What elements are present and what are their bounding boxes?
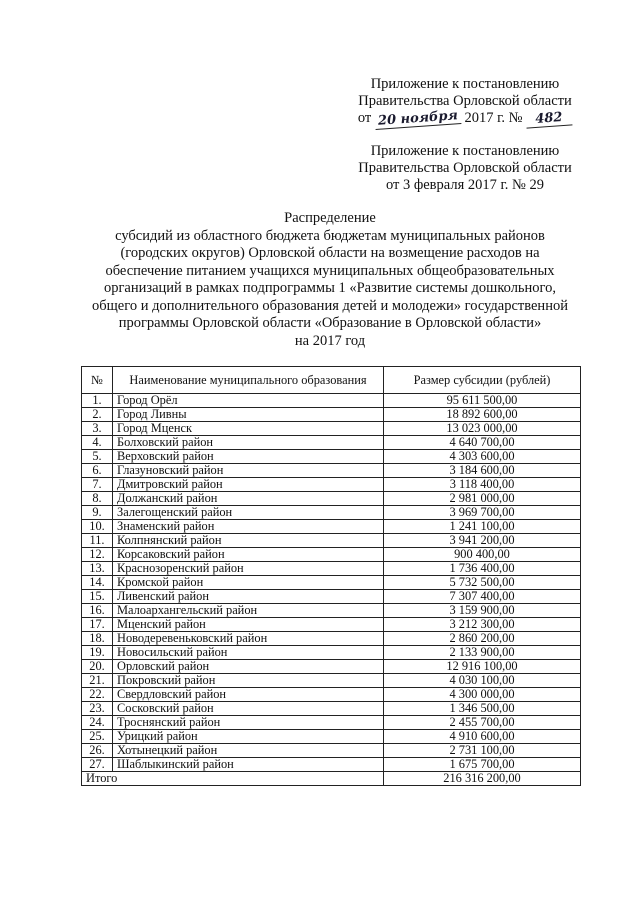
table-row — [82, 744, 581, 758]
table-row — [82, 604, 581, 618]
row-number: 2. — [82, 408, 113, 422]
date-prefix: от — [357, 110, 372, 126]
row-number: 22. — [82, 688, 113, 702]
table-row — [82, 562, 581, 576]
row-number: 4. — [82, 436, 113, 450]
subsidy-table — [81, 366, 581, 786]
row-name: Болховский район — [113, 436, 384, 450]
table-row — [82, 716, 581, 730]
header-number: № — [82, 367, 113, 394]
appendix-new-line1: Приложение к постановлению — [370, 76, 560, 92]
row-number: 20. — [82, 660, 113, 674]
row-name: Должанский район — [113, 492, 384, 506]
row-amount: 13 023 000,00 — [384, 422, 581, 436]
row-name: Хотынецкий район — [113, 744, 384, 758]
title-line: программы Орловской области «Образование в Орловской области» — [118, 315, 542, 331]
row-name: Новосильский район — [113, 646, 384, 660]
title-line: обеспечение питанием учащихся муниципальных общеобразовательных — [105, 262, 555, 279]
row-number: 12. — [82, 548, 113, 562]
row-name: Верховский район — [113, 450, 384, 464]
table-row — [82, 422, 581, 436]
row-amount: 1 675 700,00 — [384, 758, 581, 772]
table-row — [82, 758, 581, 772]
row-number: 9. — [82, 506, 113, 520]
row-name: Свердловский район — [113, 688, 384, 702]
table-row — [82, 520, 581, 534]
table-header-row — [82, 367, 581, 394]
row-number: 26. — [82, 744, 113, 758]
appendix-new-date — [330, 110, 600, 127]
row-amount: 95 611 500,00 — [384, 394, 581, 408]
row-number: 6. — [82, 464, 113, 478]
row-name: Малоархангельский район — [113, 604, 384, 618]
row-amount: 1 346 500,00 — [384, 702, 581, 716]
row-amount: 4 910 600,00 — [384, 730, 581, 744]
row-number: 1. — [82, 394, 113, 408]
row-name: Знаменский район — [113, 520, 384, 534]
table-row — [82, 674, 581, 688]
table-row — [82, 464, 581, 478]
row-name: Кромской район — [113, 576, 384, 590]
table-row — [82, 408, 581, 422]
table-row — [82, 730, 581, 744]
row-number: 16. — [82, 604, 113, 618]
row-amount: 1 736 400,00 — [384, 562, 581, 576]
row-amount: 2 981 000,00 — [384, 492, 581, 506]
title-line: на 2017 год — [294, 332, 366, 349]
row-amount: 4 300 000,00 — [384, 688, 581, 702]
row-name: Колпнянский район — [113, 534, 384, 548]
title-heading: Распределение — [284, 210, 376, 226]
row-name: Урицкий район — [113, 730, 384, 744]
table-row — [82, 660, 581, 674]
row-name: Город Ливны — [113, 408, 384, 422]
table-row — [82, 534, 581, 548]
row-amount: 12 916 100,00 — [384, 660, 581, 674]
header-amount: Размер субсидии (рублей) — [384, 367, 581, 394]
row-amount: 3 159 900,00 — [384, 604, 581, 618]
row-number: 10. — [82, 520, 113, 534]
row-number: 21. — [82, 674, 113, 688]
row-amount: 900 400,00 — [384, 548, 581, 562]
table-row — [82, 492, 581, 506]
row-amount: 3 212 300,00 — [384, 618, 581, 632]
row-name: Сосковский район — [113, 702, 384, 716]
row-name: Краснозоренский район — [113, 562, 384, 576]
appendix-new-line2: Правительства Орловской области — [358, 93, 572, 109]
table-row — [82, 618, 581, 632]
row-amount: 5 732 500,00 — [384, 576, 581, 590]
row-amount: 3 184 600,00 — [384, 464, 581, 478]
row-name: Глазуновский район — [113, 464, 384, 478]
row-name: Ливенский район — [113, 590, 384, 604]
row-name: Мценский район — [113, 618, 384, 632]
title-line: общего и дополнительного образования детей и молодежи» государственной — [92, 297, 568, 314]
row-amount: 2 731 100,00 — [384, 744, 581, 758]
row-number: 15. — [82, 590, 113, 604]
table-row — [82, 436, 581, 450]
row-amount: 7 307 400,00 — [384, 590, 581, 604]
row-number: 11. — [82, 534, 113, 548]
row-name: Троснянский район — [113, 716, 384, 730]
row-name: Залегощенский район — [113, 506, 384, 520]
appendix-old-line1: Приложение к постановлению — [370, 143, 560, 159]
title-line: организаций в рамках подпрограммы 1 «Развитие системы дошкольного, — [103, 280, 557, 296]
row-number: 24. — [82, 716, 113, 730]
row-amount: 2 455 700,00 — [384, 716, 581, 730]
row-number: 5. — [82, 450, 113, 464]
title-line: (городских округов) Орловской области на возмещение расходов на — [120, 245, 540, 261]
appendix-old-line3: от 3 февраля 2017 г. № 29 — [385, 177, 545, 193]
table-row — [82, 548, 581, 562]
row-amount: 1 241 100,00 — [384, 520, 581, 534]
row-number: 17. — [82, 618, 113, 632]
table-row — [82, 590, 581, 604]
table-row — [82, 506, 581, 520]
row-name: Дмитровский район — [113, 478, 384, 492]
row-name: Город Мценск — [113, 422, 384, 436]
row-name: Город Орёл — [113, 394, 384, 408]
table-row — [82, 394, 581, 408]
table-row — [82, 450, 581, 464]
row-number: 8. — [82, 492, 113, 506]
row-amount: 3 969 700,00 — [384, 506, 581, 520]
row-number: 25. — [82, 730, 113, 744]
total-label: Итого — [82, 772, 384, 786]
date-suffix: 2017 г. № — [464, 110, 523, 126]
appendix-new — [330, 76, 600, 127]
header-name: Наименование муниципального образования — [113, 367, 384, 394]
row-number: 13. — [82, 562, 113, 576]
row-number: 27. — [82, 758, 113, 772]
table-row — [82, 646, 581, 660]
table-row — [82, 702, 581, 716]
row-number: 23. — [82, 702, 113, 716]
table-row — [82, 688, 581, 702]
total-amount: 216 316 200,00 — [384, 772, 581, 786]
table-row — [82, 632, 581, 646]
document-title — [60, 210, 600, 350]
row-number: 7. — [82, 478, 113, 492]
row-amount: 18 892 600,00 — [384, 408, 581, 422]
handwritten-number: 482 — [526, 110, 573, 128]
row-number: 14. — [82, 576, 113, 590]
row-number: 19. — [82, 646, 113, 660]
table-row — [82, 478, 581, 492]
title-line: субсидий из областного бюджета бюджетам муниципальных районов — [115, 227, 545, 244]
total-row — [82, 772, 581, 786]
row-amount: 4 640 700,00 — [384, 436, 581, 450]
row-name: Шаблыкинский район — [113, 758, 384, 772]
row-name: Корсаковский район — [113, 548, 384, 562]
row-number: 18. — [82, 632, 113, 646]
row-amount: 2 860 200,00 — [384, 632, 581, 646]
row-amount: 3 941 200,00 — [384, 534, 581, 548]
row-amount: 2 133 900,00 — [384, 646, 581, 660]
appendix-old-line2: Правительства Орловской области — [358, 160, 572, 176]
handwritten-date: 20 ноября — [374, 109, 461, 130]
row-name: Новодеревеньковский район — [113, 632, 384, 646]
appendix-old — [330, 143, 600, 194]
row-amount: 3 118 400,00 — [384, 478, 581, 492]
row-name: Орловский район — [113, 660, 384, 674]
row-name: Покровский район — [113, 674, 384, 688]
table-row — [82, 576, 581, 590]
row-number: 3. — [82, 422, 113, 436]
row-amount: 4 303 600,00 — [384, 450, 581, 464]
row-amount: 4 030 100,00 — [384, 674, 581, 688]
